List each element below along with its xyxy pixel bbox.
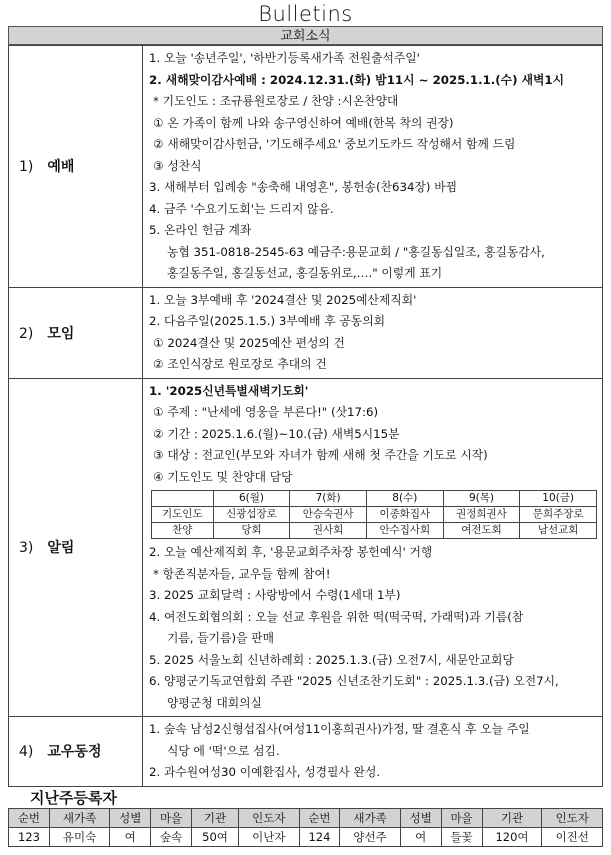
registration-header: 성별 [110,809,151,828]
schedule-header-row [152,491,597,507]
section-label-worship [9,46,143,288]
notice-line: ③ 대상 : 전교인(부모와 자녀가 함께 새해 첫 주간을 기도로 시작) [153,448,488,462]
notice-line: 2. 과수원여성30 이예환집사, 성경필사 완성. [149,765,381,779]
notice-line: * 항존직분자들, 교우들 함께 참여! [153,566,331,581]
registration-table [8,808,603,847]
schedule-day: 9(목) [443,491,520,507]
registration-header: 마을 [441,809,482,828]
section-header: 교회소식 [8,26,603,45]
registration-cell: 50여 [192,828,239,847]
notice-line: 5. 온라인 헌금 계좌 [149,223,252,237]
notice-line: 2. 다음주일(2025.1.5.) 3부예배 후 공동의회 [149,314,385,328]
schedule-day: 8(수) [366,491,443,507]
section-content-member-news [143,717,603,787]
schedule-cell: 당회 [213,523,290,539]
schedule-cell: 신광섭장로 [213,507,290,523]
registration-cell: 이진선 [542,828,603,847]
registration-cell: 들꽃 [441,828,482,847]
section-content-announcements [143,378,603,717]
registration-header: 마을 [151,809,192,828]
section-row-worship [9,46,603,288]
notice-line: * 기도인도 : 조규룡원로장로 / 찬양 :시온찬양대 [153,94,399,108]
section-label-member-news [9,717,143,787]
registration-header: 순번 [9,809,50,828]
section-content-meeting [143,287,603,378]
registration-title: 지난주등록자 [30,789,117,807]
notice-line: ② 기간 : 2025.1.6.(월)~10.(금) 새벽5시15분 [153,426,400,441]
notice-line: ① 2024결산 및 2025예산 편성의 건 [153,335,345,350]
registration-row [9,828,603,847]
schedule-cell: 안수집사회 [366,523,443,539]
schedule-cell: 남선교회 [520,523,597,539]
notice-line: 5. 2025 서울노회 신년하례회 : 2025.1.3.(금) 오전7시, 새문안교회당 [149,652,514,667]
notice-line: 양평군청 대회의실 [167,695,262,710]
section-number: 1) [19,159,34,176]
registration-cell: 여 [400,828,441,847]
notice-line: 식당 에 '떡'으로 섬김. [167,743,280,758]
notice-line: ④ 기도인도 및 찬양대 담당 [153,469,293,484]
notice-line: 4. 여전도회협의회 : 오늘 선교 후원을 위한 떡(떡국떡, 가래떡)과 기름(참 [149,609,524,624]
notice-line: 농협 351-0818-2545-63 예금주:용문교회 / "홍길동십일조, 홍길동감사, [167,244,545,259]
notice-line: 홍길동주일, 홍길동선교, 홍길동위로,…." 이렇게 표기 [167,266,443,280]
prayer-schedule-table [151,490,597,539]
registration-cell: 120여 [482,828,542,847]
notice-line: 6. 양평군기독교연합회 주관 "2025 신년조찬기도회" : 2025.1.3.(금) 오전7시, [149,674,559,688]
registration-header: 기관 [482,809,542,828]
schedule-day: 6(월) [213,491,290,507]
section-name: 예배 [47,159,75,176]
section-number: 3) [19,540,34,557]
registration-header: 새가족 [49,809,109,828]
registration-header: 인도자 [542,809,603,828]
registration-header: 인도자 [239,809,299,828]
section-row-announcements [9,378,603,717]
bulletin-table [8,45,603,787]
schedule-day: 7(화) [290,491,367,507]
registration-header: 새가족 [340,809,400,828]
registration-cell: 123 [9,828,50,847]
schedule-row [152,523,597,539]
registration-header: 기관 [192,809,239,828]
section-row-meeting [9,287,603,378]
section-content-worship [143,46,603,288]
schedule-cell: 권정희권사 [443,507,520,523]
notice-line: 4. 금주 '수요기도회'는 드리지 않음. [149,201,334,216]
notice-line: 2. 오늘 예산제직회 후, '용문교회주차장 봉헌예식' 거행 [149,545,433,559]
section-label-announcements [9,378,143,717]
notice-line: ② 새해맞이감사헌금, '기도해주세요' 중보기도카드 작성해서 함께 드림 [153,137,516,151]
notice-line: 1. 오늘 3부예배 후 '2024결산 및 2025예산제직회' [149,292,417,307]
notice-line: 기름, 들기름)을 판매 [167,631,275,645]
schedule-cell: 문희주장로 [520,507,597,523]
notice-line: ③ 성찬식 [153,158,202,173]
schedule-row-label: 기도인도 [152,507,214,523]
schedule-row [152,507,597,523]
section-name: 알림 [47,540,75,557]
registration-header-row [9,809,603,828]
registration-cell: 양선주 [340,828,400,847]
notice-line: 2. 새해맞이감사예배 : 2024.12.31.(화) 밤11시 ~ 2025.1.1.(수) 새벽1시 [149,72,564,87]
registration-header: 순번 [299,809,340,828]
notice-line: ① 온 가족이 함께 나와 송구영신하여 예배(한복 착의 권장) [153,115,454,130]
registration-cell: 유미숙 [49,828,109,847]
registration-cell: 124 [299,828,340,847]
schedule-day: 10(금) [520,491,597,507]
notice-line: 3. 새해부터 입례송 "송축해 내영혼", 봉헌송(찬634장) 바뀜 [149,180,457,194]
section-name: 교우동정 [47,744,102,761]
registration-header: 성별 [400,809,441,828]
notice-line: ① 주제 : "난세에 영웅을 부른다!" (삿17:6) [153,405,379,419]
schedule-row-label: 찬양 [152,523,214,539]
schedule-cell: 여전도회 [443,523,520,539]
section-name: 모임 [47,325,75,342]
schedule-corner-cell [152,491,214,507]
notice-line: 3. 2025 교회달력 : 사랑방에서 수령(1세대 1부) [149,588,401,602]
registration-cell: 이난자 [239,828,299,847]
section-label-meeting [9,287,143,378]
registration-cell: 숲속 [151,828,192,847]
page-title: Bulletins [258,2,353,26]
schedule-cell: 이종화집사 [366,507,443,523]
section-number: 4) [19,744,34,761]
notice-line: ② 조인식장로 원로장로 추대의 건 [153,357,327,371]
notice-line: 1. 오늘 '송년주일', '하반기등록새가족 전원출석주일' [149,51,420,65]
section-number: 2) [19,325,34,342]
registration-cell: 여 [110,828,151,847]
schedule-cell: 권사회 [290,523,367,539]
schedule-cell: 안승숙권사 [290,507,367,523]
section-row-member-news [9,717,603,787]
notice-line: 1. '2025신년특별새벽기도회' [149,383,309,398]
notice-line: 1. 숲속 남성2신형섭집사(여성11이홍희권사)가정, 딸 결혼식 후 오늘 주일 [149,722,530,736]
